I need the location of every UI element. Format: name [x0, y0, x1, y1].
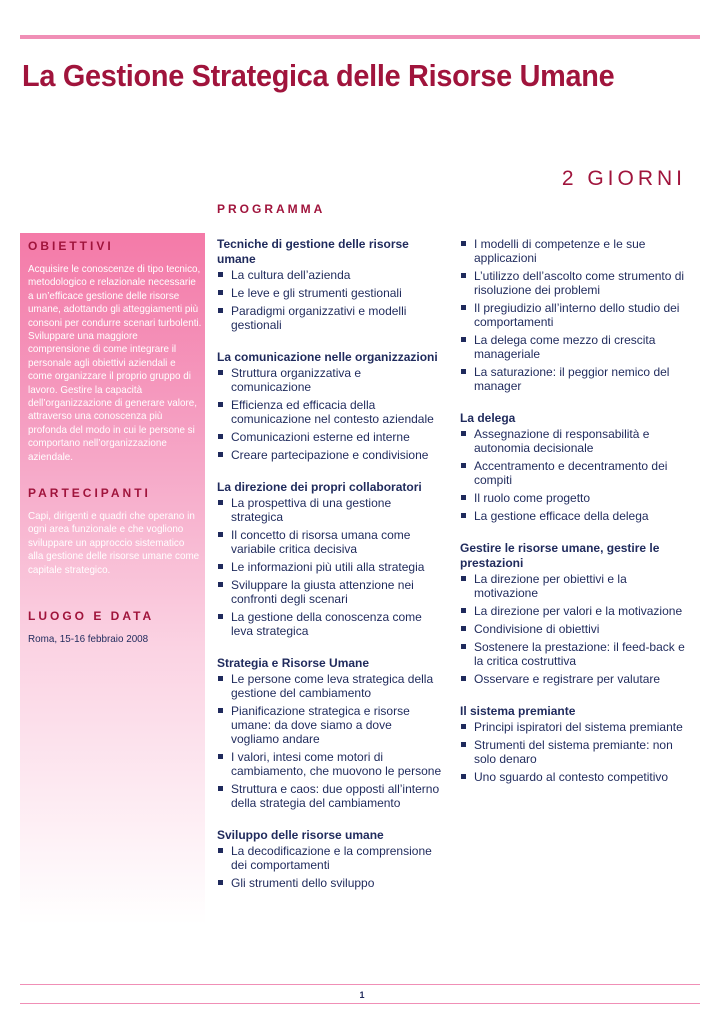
duration-label: 2 GIORNI — [561, 167, 686, 190]
list-item: La saturazione: il peggior nemico del manager — [460, 365, 685, 393]
luogo-block — [28, 609, 200, 646]
footer-rule-bottom — [20, 1003, 700, 1004]
programma-heading: PROGRAMMA — [217, 202, 326, 216]
list-item: Principi ispiratori del sistema premiante — [460, 720, 685, 734]
list-item: Le persone come leva strategica della gestione del cambiamento — [217, 672, 442, 700]
program-section — [460, 541, 685, 686]
program-section — [460, 704, 685, 784]
list-item: Sviluppare la giusta attenzione nei confronti degli scenari — [217, 578, 442, 606]
list-item: La gestione efficace della delega — [460, 509, 685, 523]
bullet-list — [460, 720, 685, 784]
sidebar — [20, 233, 205, 925]
list-item: Il concetto di risorsa umana come variabile critica decisiva — [217, 528, 442, 556]
list-item: Struttura e caos: due opposti all’interno della strategia del cambiamento — [217, 782, 442, 810]
section-title: Gestire le risorse umane, gestire le prestazioni — [460, 541, 660, 570]
program-right-column — [460, 237, 685, 802]
list-item: La prospettiva di una gestione strategica — [217, 496, 442, 524]
page-number: 1 — [359, 990, 365, 1000]
list-item: La decodificazione e la comprensione dei comportamenti — [217, 844, 442, 872]
program-section — [217, 828, 442, 890]
bullet-list — [460, 427, 685, 523]
list-item: Struttura organizzativa e comunicazione — [217, 366, 442, 394]
list-item: Pianificazione strategica e risorse umane: da dove siamo a dove vogliamo andare — [217, 704, 442, 746]
top-rule — [20, 35, 700, 39]
section-title: Strategia e Risorse Umane — [217, 656, 370, 670]
list-item: Il pregiudizio all’interno dello studio dei comportamenti — [460, 301, 685, 329]
section-title: La comunicazione nelle organizzazioni — [217, 350, 438, 364]
section-title: Sviluppo delle risorse umane — [217, 828, 384, 842]
list-item: Le leve e gli strumenti gestionali — [217, 286, 442, 300]
bullet-list — [217, 672, 442, 810]
list-item: I modelli di competenze e le sue applicazioni — [460, 237, 685, 265]
bullet-list — [217, 366, 442, 462]
list-item: Comunicazioni esterne ed interne — [217, 430, 442, 444]
list-item: La cultura dell’azienda — [217, 268, 442, 282]
list-item: L’utilizzo dell’ascolto come strumento di risoluzione dei problemi — [460, 269, 685, 297]
bullet-list — [460, 237, 685, 393]
list-item: Creare partecipazione e condivisione — [217, 448, 442, 462]
list-item: Paradigmi organizzativi e modelli gestionali — [217, 304, 442, 332]
partecipanti-text: Capi, dirigenti e quadri che operano in ogni area funzionale e che vogliono sviluppare un approccio sistematico alla gestione delle risorse umane come capitale strategico. — [28, 510, 200, 576]
list-item: Strumenti del sistema premiante: non solo denaro — [460, 738, 685, 766]
bullet-list — [217, 268, 442, 332]
program-left-column — [217, 237, 442, 908]
section-title: Il sistema premiante — [460, 704, 576, 718]
list-item: Osservare e registrare per valutare — [460, 672, 685, 686]
program-section — [217, 480, 442, 638]
list-item: I valori, intesi come motori di cambiamento, che muovono le persone — [217, 750, 442, 778]
partecipanti-block — [28, 486, 200, 577]
obiettivi-heading: OBIETTIVI — [28, 239, 114, 253]
list-item: Uno sguardo al contesto competitivo — [460, 770, 685, 784]
list-item: Assegnazione di responsabilità e autonomia decisionale — [460, 427, 685, 455]
partecipanti-heading: PARTECIPANTI — [28, 486, 151, 500]
list-item: La delega come mezzo di crescita manageriale — [460, 333, 685, 361]
obiettivi-block — [28, 239, 200, 464]
list-item: Efficienza ed efficacia della comunicazione nel contesto aziendale — [217, 398, 442, 426]
section-title: La delega — [460, 411, 516, 425]
list-item: Sostenere la prestazione: il feed-back e la critica costruttiva — [460, 640, 685, 668]
footer-rule-top — [20, 984, 700, 985]
bullet-list — [460, 572, 685, 686]
page-title: La Gestione Strategica delle Risorse Umane — [22, 58, 615, 93]
list-item: Le informazioni più utili alla strategia — [217, 560, 442, 574]
obiettivi-text: Acquisire le conoscenze di tipo tecnico, metodologico e relazionale necessarie a un’efficace gestione delle risorse umane, adottando gli atteggiamenti più consoni per condurre scenari turbolenti. Sviluppare una maggiore comprensione di come integrare il personale agli obiettivi aziendali e come organizzare il proprio gruppo di lavoro. Gestire la capacità dell’organizzazione di generare valore, attraverso una conoscenza più profonda del modo in cui le persone si comportano nell’organizzazione aziendale. — [28, 263, 202, 463]
list-item: La direzione per obiettivi e la motivazione — [460, 572, 685, 600]
section-title: La direzione dei propri collaboratori — [217, 480, 422, 494]
program-section — [217, 656, 442, 810]
luogo-text: Roma, 15-16 febbraio 2008 — [28, 633, 149, 645]
bullet-list — [217, 496, 442, 638]
list-item: La gestione della conoscenza come leva strategica — [217, 610, 442, 638]
program-section — [217, 350, 442, 462]
list-item: Accentramento e decentramento dei compiti — [460, 459, 685, 487]
section-title: Tecniche di gestione delle risorse umane — [217, 237, 409, 266]
program-section — [460, 237, 685, 393]
program-section — [217, 237, 442, 332]
list-item: Gli strumenti dello sviluppo — [217, 876, 442, 890]
list-item: La direzione per valori e la motivazione — [460, 604, 685, 618]
bullet-list — [217, 844, 442, 890]
list-item: Condivisione di obiettivi — [460, 622, 685, 636]
luogo-heading: LUOGO E DATA — [28, 609, 155, 623]
program-section — [460, 411, 685, 523]
list-item: Il ruolo come progetto — [460, 491, 685, 505]
